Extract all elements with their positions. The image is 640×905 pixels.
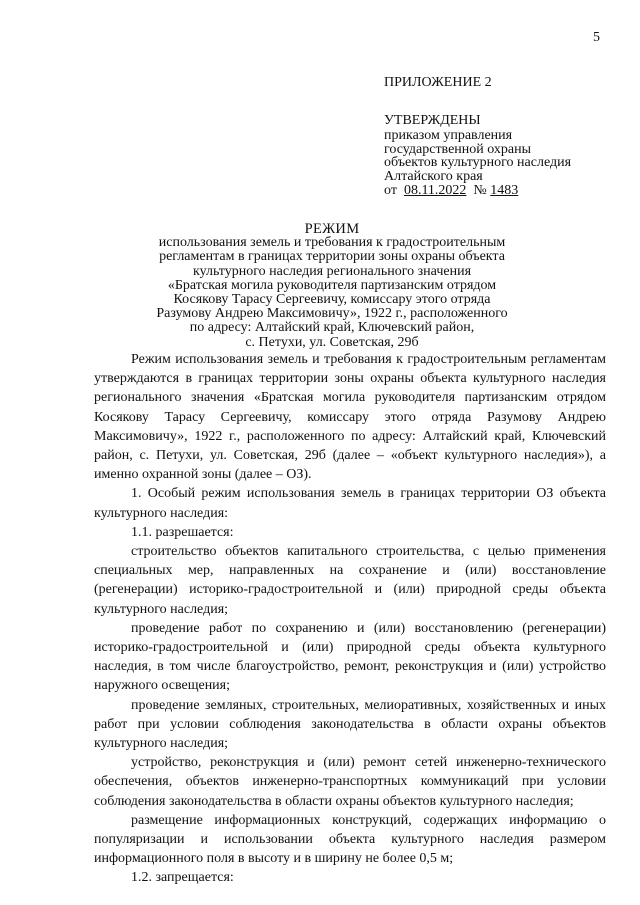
paragraph: проведение земляных, строительных, мелиоративных, хозяйственных и иных работ при условии соблюдения законодательства в области охраны объектов культурного наследия; bbox=[94, 697, 606, 752]
title-line: культурного наследия регионального значения bbox=[192, 263, 472, 279]
paragraph: строительство объектов капитального строительства, с целью применения специальных мер, направленных на сохранение и (или) восстановление (регенерации) историко-градостроительной и (или) природной среды объекта культурного наследия; bbox=[94, 544, 606, 617]
title-main: РЕЖИМ bbox=[304, 221, 360, 237]
paragraph: размещение информационных конструкций, содержащих информацию о популяризации и использовании объекта культурного наследия размером информационного поля в высоту и в ширину не более 0,5 м; bbox=[94, 812, 606, 867]
title-line: регламентам в границах территории зоны охраны объекта bbox=[159, 249, 505, 265]
paragraph: устройство, реконструкция и (или) ремонт сетей инженерно-технического обеспечения, объектов инженерно-транспортных коммуникаций при условии соблюдения законодательства в области охраны объектов культурного наследия; bbox=[94, 755, 606, 809]
paragraph: проведение работ по сохранению и (или) восстановлению (регенерации) историко-градостроительной и (или) природной среды объекта культурного наследия, в том числе благоустройство, ремонт, реконструкция и (или) устройство наружного освещения; bbox=[94, 620, 606, 694]
title-line: использования земель и требования к градостроительным bbox=[158, 235, 506, 251]
order-date: 08.11.2022 bbox=[403, 182, 467, 198]
appendix-title: ПРИЛОЖЕНИЕ 2 bbox=[384, 75, 492, 90]
approval-line: государственной охраны bbox=[384, 141, 532, 157]
document-body bbox=[94, 350, 606, 888]
approval-line: объектов культурного наследия bbox=[384, 155, 572, 171]
approval-line: Алтайского края bbox=[384, 168, 483, 184]
paragraph: 1.1. разрешается: bbox=[131, 524, 234, 540]
page-number: 5 bbox=[593, 30, 600, 45]
number-prefix: № bbox=[473, 182, 487, 198]
title-line: Разумову Андрею Максимовичу», 1922 г., расположенного bbox=[156, 306, 508, 322]
paragraph: 1.2. запрещается: bbox=[131, 870, 234, 886]
date-prefix: от bbox=[384, 182, 397, 198]
title-line: с. Петухи, ул. Советская, 29б bbox=[245, 334, 419, 350]
paragraph: 1. Особый режим использования земель в границах территории ОЗ объекта культурного наследия: bbox=[94, 486, 606, 521]
order-number: 1483 bbox=[490, 182, 519, 198]
approval-line: приказом управления bbox=[384, 128, 513, 144]
title-line: Косякову Тарасу Сергеевичу, комиссару этого отряда bbox=[173, 292, 491, 308]
paragraph: Режим использования земель и требования к градостроительным регламентам утверждаются в границах территории зоны охраны объекта культурного наследия регионального значения «Братская могила руководителя партизанским отрядом Косякову Тарасу Сергеевичу, комиссару этого отряда Разумову Андрею Максимовичу», 1922 г., расположенного по адресу: Алтайский край, Ключевский район, с. Петухи, ул. Советская, 29б (далее – «объект культурного наследия»), а именно охранной зоны (далее – ОЗ). bbox=[94, 352, 606, 483]
approved-heading: УТВЕРЖДЕНЫ bbox=[384, 112, 481, 128]
title-line: по адресу: Алтайский край, Ключевский район, bbox=[189, 320, 475, 336]
title-line: «Братская могила руководителя партизанским отрядом bbox=[167, 277, 497, 293]
order-date-number bbox=[384, 184, 571, 198]
document-title bbox=[94, 222, 570, 350]
approval-block bbox=[384, 76, 571, 197]
